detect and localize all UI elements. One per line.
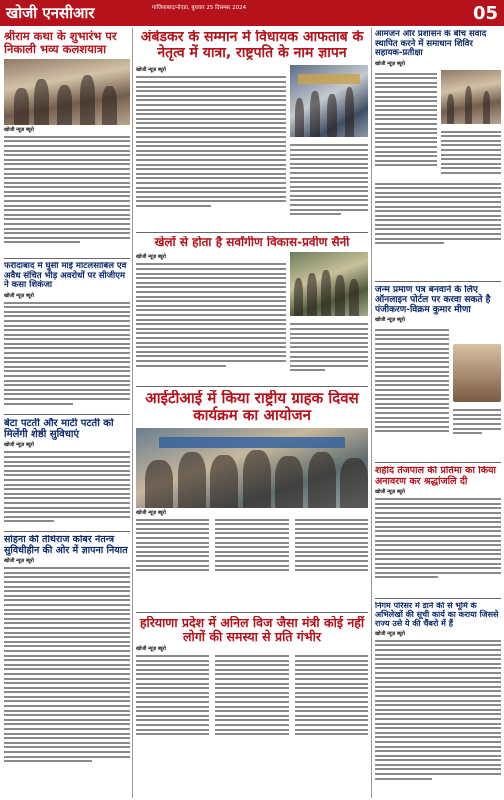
newspaper-logo: खोजी एनसीआर bbox=[6, 4, 95, 22]
sports-event-group-photo bbox=[290, 252, 368, 316]
article-body bbox=[136, 263, 286, 366]
headline: सोहना की तीर्थराज कोंबर नेतन्त्र सुविधीहीन की ओर में ज्ञापना नियात bbox=[4, 535, 128, 556]
dateline: खोजी न्यूज़ ब्यूरो bbox=[375, 630, 405, 637]
dateline: खोजी न्यूज़ ब्यूरो bbox=[375, 60, 405, 67]
iti-consumer-day-photo bbox=[136, 428, 368, 508]
headline: अंबेडकर के सम्मान में विधायक आफताब के नेतृत्व में यात्रा, राष्ट्रपति के नाम ज्ञापन bbox=[140, 30, 364, 61]
headline: शहीद तेजपाल की प्रतिमा का किया अनावरण कर श्रद्धांजलि दी bbox=[375, 466, 496, 487]
article-body-continued bbox=[453, 409, 501, 437]
headline: फरीदाबाद में घुसी माई मांटलसाबिल एवं अवैध संचित भीड़ अवरोधों पर सीजीएम ने कसा शिकंजा bbox=[4, 262, 127, 291]
story-kalash-yatra bbox=[4, 30, 130, 255]
dateline: खोजी न्यूज़ ब्यूरो bbox=[136, 67, 166, 74]
dateline: खोजी न्यूज़ ब्यूरो bbox=[4, 442, 34, 449]
story-faridabad bbox=[4, 262, 130, 412]
dateline: खोजी न्यूज़ ब्यूरो bbox=[4, 292, 34, 299]
masthead-bar bbox=[0, 0, 504, 26]
article-body bbox=[375, 640, 501, 780]
dateline: खोजी न्यूज़ ब्यूरो bbox=[375, 317, 405, 324]
article-body-continued bbox=[290, 323, 368, 374]
dateline: खोजी न्यूज़ ब्यूरो bbox=[375, 489, 405, 496]
article-body bbox=[136, 76, 286, 207]
article-body-continued bbox=[290, 144, 368, 218]
article-body bbox=[4, 567, 130, 762]
dateline: खोजी न्यूज़ ब्यूरो bbox=[136, 646, 166, 652]
article-body bbox=[4, 136, 130, 244]
story-sohna bbox=[4, 535, 130, 797]
story-ambedkar bbox=[136, 30, 368, 230]
article-body-bottom bbox=[375, 183, 501, 247]
article-body-continued bbox=[441, 131, 501, 177]
headline: आईटीआई में किया राष्ट्रीय ग्राहक दिवस कार्यक्रम का आयोजन bbox=[145, 390, 359, 424]
story-samadhan-shivir bbox=[375, 30, 501, 278]
story-sports bbox=[136, 236, 368, 384]
story-anil-vij bbox=[136, 616, 368, 798]
article-body bbox=[375, 498, 501, 578]
headline: आमजन और प्रशासन के बीच संवाद स्थापित करने में समाधान शिविर सहायक-प्रतीक्षा bbox=[375, 30, 487, 59]
article-body bbox=[136, 655, 368, 738]
official-portrait-photo bbox=[453, 344, 501, 402]
dateline: खोजी न्यूज़ ब्यूरो bbox=[4, 558, 34, 565]
headline: हरियाणा प्रदेश में अनिल विज जैसा मंत्री कोई नहीं लोगों की समस्या से प्रति गंभीर bbox=[139, 616, 365, 644]
kalash-yatra-procession-photo bbox=[4, 59, 130, 125]
article-body bbox=[375, 73, 437, 169]
edition-date-line: गाजियाबाद/नोएडा, बुधवार 25 दिसम्बर 2024 bbox=[152, 5, 247, 11]
samadhan-shivir-photo bbox=[441, 70, 501, 124]
dateline: खोजी न्यूज़ ब्यूरो bbox=[136, 509, 166, 516]
headline: बेटा पटती और माटी पटती को मिलेंगी शेष्ठी सुविधाएं bbox=[4, 418, 114, 441]
article-body bbox=[4, 451, 130, 522]
story-iti-consumer-day bbox=[136, 390, 368, 610]
headline: निगम परिसर में डाने की से भूमि के अभिलेखों की सूची कार्य का कराया जिससे राज्य उसे ये की चैंबरो में हैं bbox=[375, 602, 499, 628]
story-beti-mati bbox=[4, 418, 130, 528]
headline: खेलों से होता है सर्वांगीण विकास-प्रवीण सैनी bbox=[154, 236, 350, 249]
story-nigam-records bbox=[375, 602, 501, 798]
ambedkar-march-photo bbox=[290, 65, 368, 137]
article-body bbox=[136, 519, 368, 574]
story-tejpal-statue bbox=[375, 466, 501, 596]
article-body bbox=[375, 329, 449, 435]
column-divider bbox=[132, 28, 133, 798]
story-birth-certificate bbox=[375, 285, 501, 460]
article-body bbox=[4, 302, 130, 405]
page-number: 05 bbox=[472, 3, 498, 24]
headline: जन्म प्रमाण पत्र बनवाने के लिए ऑनलाइन पोर्टल पर करवा सकते है पंजीकरण-विक्रम कुमार मीणा bbox=[375, 285, 491, 316]
dateline: खोजी न्यूज़ ब्यूरो bbox=[136, 254, 166, 261]
dateline: खोजी न्यूज़ ब्यूरो bbox=[4, 126, 34, 133]
headline: श्रीराम कथा के शुभारंभ पर निकाली भव्य कलशयात्रा bbox=[4, 30, 117, 56]
column-divider bbox=[371, 28, 372, 798]
